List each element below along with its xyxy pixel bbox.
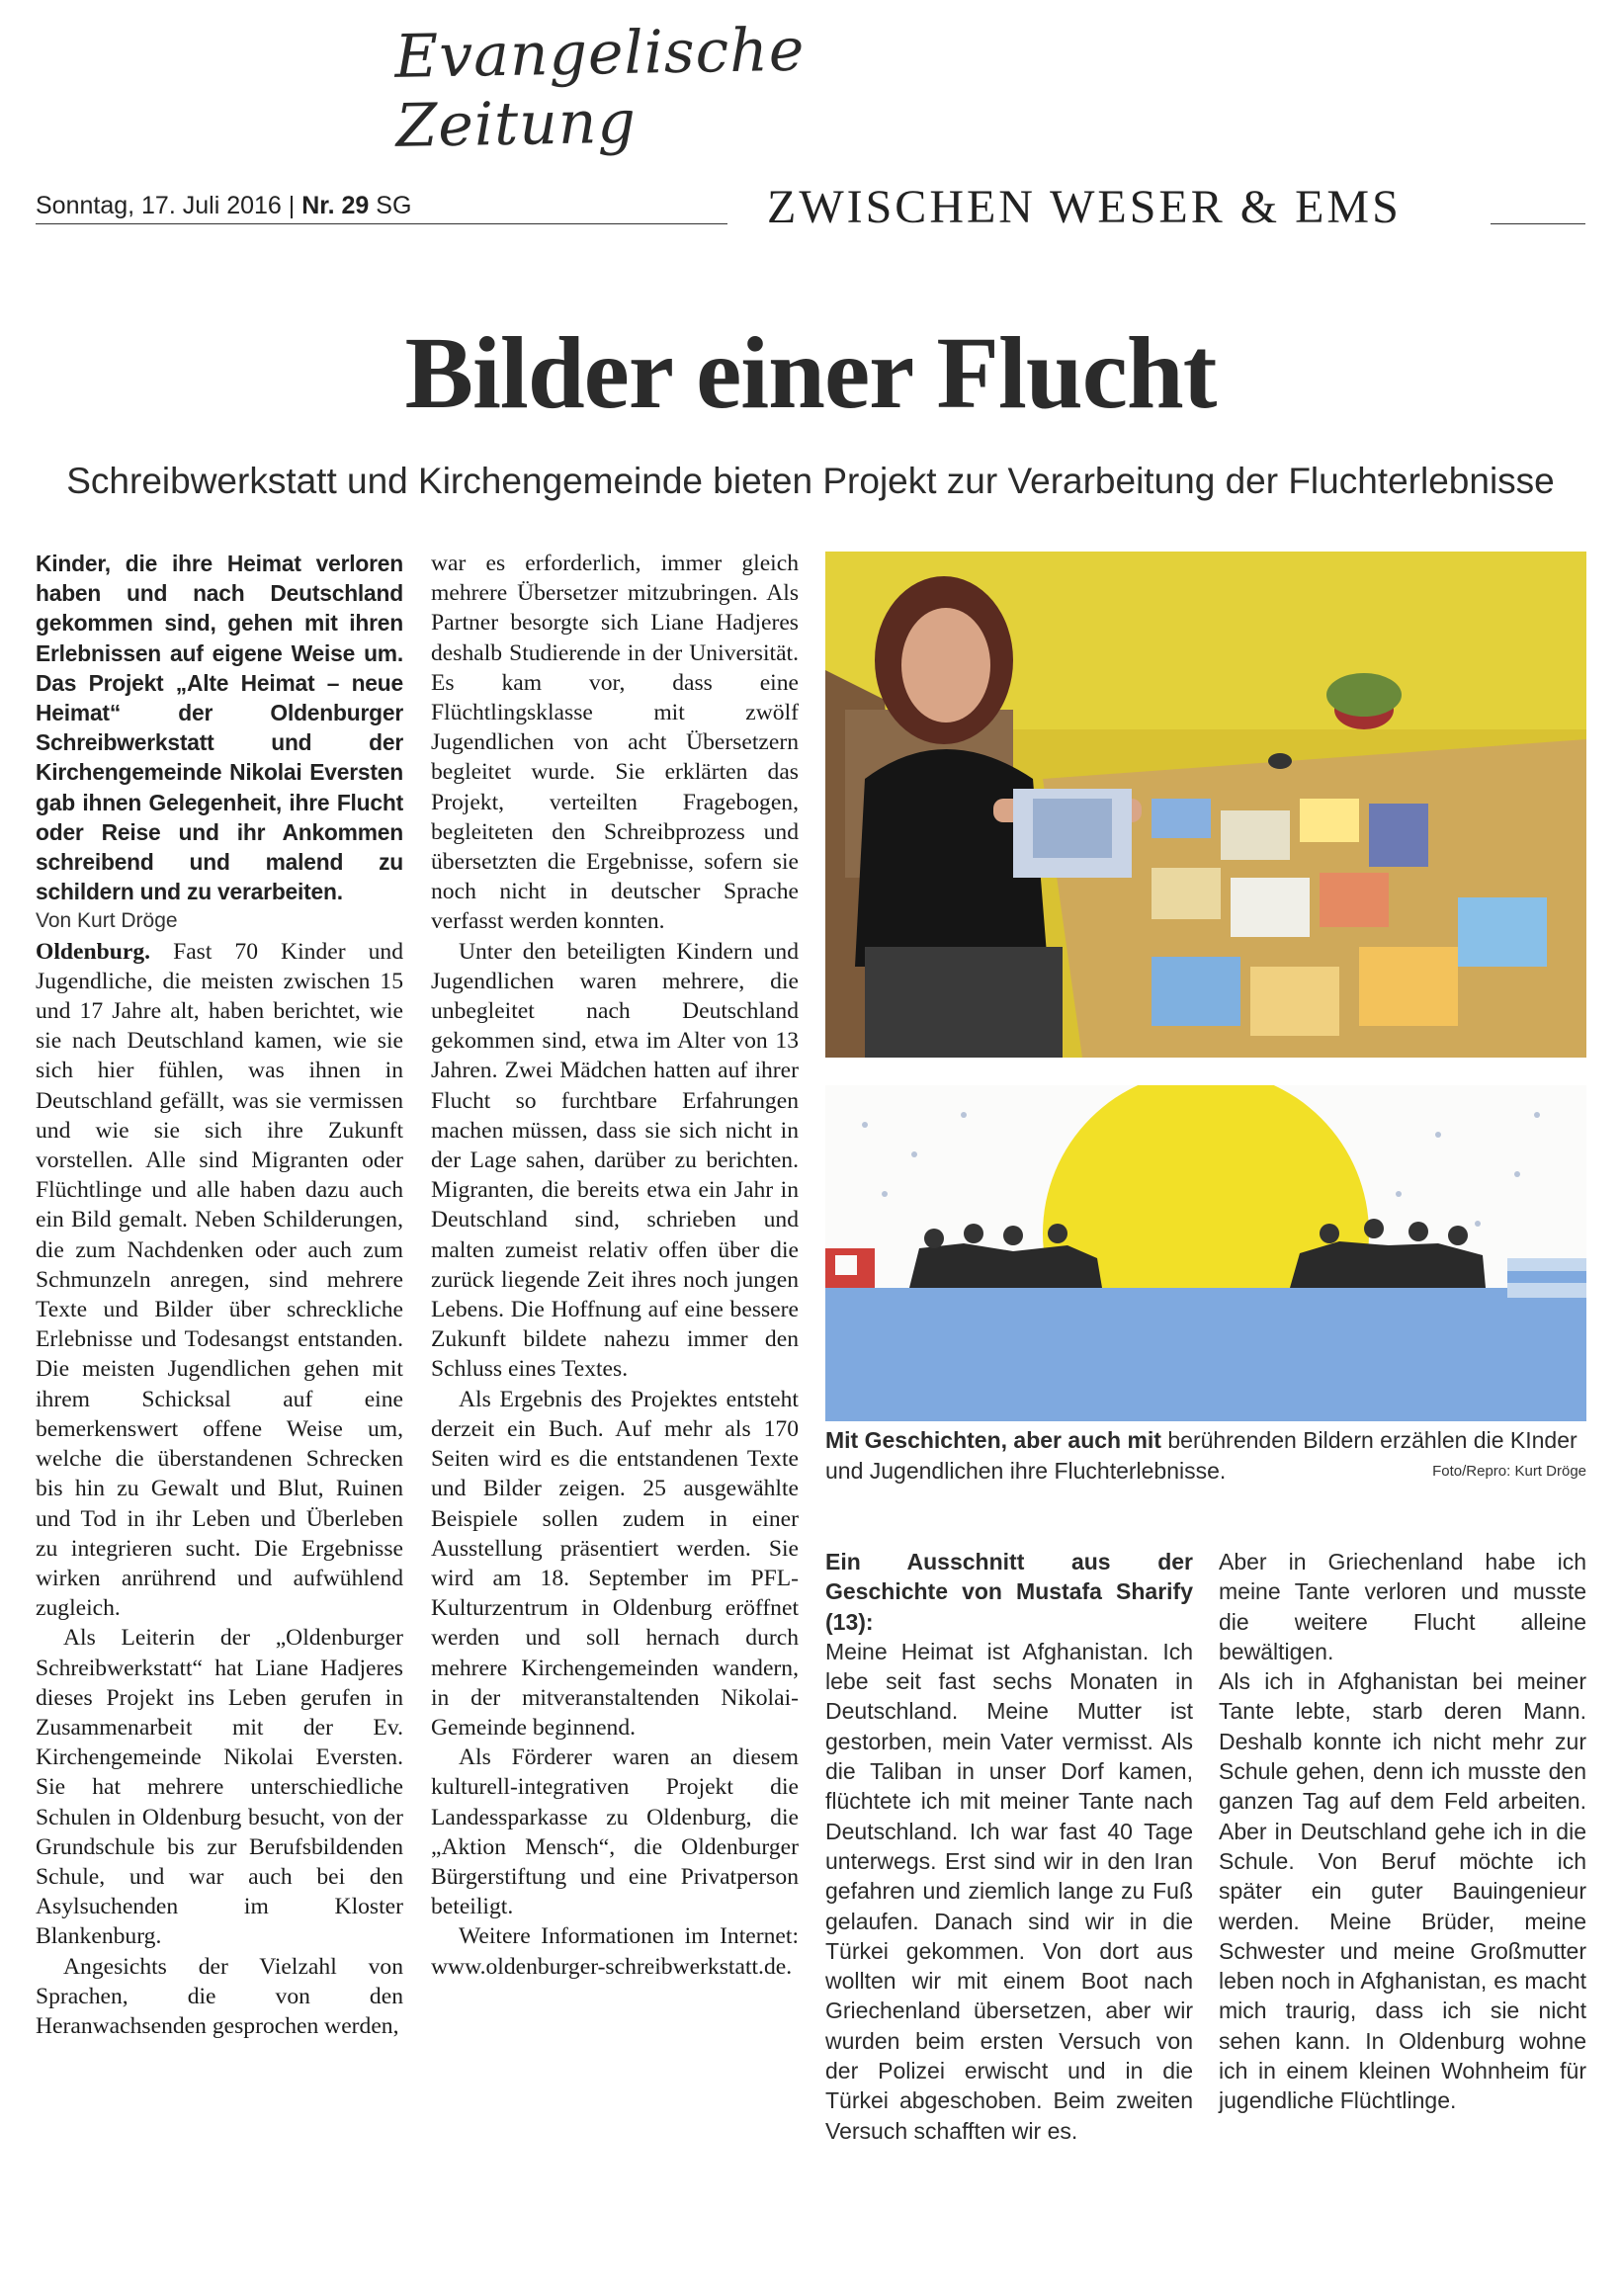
body-paragraph: Als Förderer waren an diesem kulturell-integrativen Projekt die Landessparkasse zu Oldenburg, die „Aktion Mensch“, die Oldenburger Bürgerstiftung und eine Privatperson beteiligt. (431, 1744, 799, 1920)
dateline: Oldenburg. (36, 938, 151, 965)
body-paragraph: Angesichts der Vielzahl von Sprachen, die von den Heranwachsenden gesprochen werden, (36, 1953, 403, 2039)
issue-info (36, 192, 411, 220)
issue-edition: SG (376, 192, 412, 219)
article-column-2 (431, 549, 799, 1982)
article-headline: Bilder einer Flucht (404, 316, 1217, 430)
page-header (36, 181, 1585, 233)
handwritten-note: Evangelische Zeitung (393, 15, 806, 161)
article-subheadline: Schreibwerkstatt und Kirchengemeinde bieten Projekt zur Verarbeitung der Fluchterlebnisse (66, 461, 1555, 501)
excerpt-paragraph: Aber in Griechenland habe ich meine Tante verloren und musste die weitere Flucht alleine bewältigen. (1219, 1549, 1586, 1664)
header-rule-left (36, 223, 727, 224)
excerpt-title: Ein Ausschnitt aus der Geschichte von Mustafa Sharify (13): (825, 1549, 1193, 1635)
body-paragraph: war es erforderlich, immer gleich mehrere Übersetzer mitzubringen. Als Partner besorgte sich Liane Hadjeres deshalb Studierende in der Universität. Es kam vor, dass eine Flüchtlingsklasse mit zwölf Jugendlichen von acht Übersetzern begleitet wurde. Sie erklärten das Projekt, verteilten Fragebogen, begleiteten den Schreibprozess und übersetzten die Ergebnisse, sofern sie noch nicht in deutscher Sprache verfasst werden konnten. (431, 551, 799, 935)
body-paragraph: Unter den beteiligten Kindern und Jugendlichen waren mehrere, die unbegleitet nach Deutschland gekommen sind, etwa im Alter von 13 Jahren. Zwei Mädchen hatten auf ihrer Flucht so furchtbare Erfahrungen machen müssen, dass sie sich nicht in der Lage sahen, darüber zu berichten. Migranten, die bereits etwa ein Jahr in Deutschland sind, schrieben und malten zumeist relativ offen über die zurück liegende Zeit ihres noch jungen Lebens. Die Hoffnung auf eine bessere Zukunft bildete nahezu immer den Schluss eines Textes. (431, 938, 799, 1383)
body-paragraph: Als Ergebnis des Projektes entsteht derzeit ein Buch. Auf mehr als 170 Seiten wird es die entstandenen Texte und Bilder zeigen. 25 ausgewählte Beispiele sollen zudem in einer Ausstellung präsentiert werden. Sie wird am 18. September im PFL-Kulturzentrum in Oldenburg eröffnet werden und soll hernach durch mehrere Kirchengemeinden wandern, in der mitveranstaltenden Nikolai-Gemeinde beginnend. (431, 1386, 799, 1741)
article-author: Von Kurt Dröge (36, 909, 178, 933)
artwork-reproduction (825, 1085, 1586, 1421)
issue-date: Sonntag, 17. Juli 2016 | (36, 192, 296, 219)
body-paragraph: Oldenburg. Fast 70 Kinder und Jugendliche, die meisten zwischen 15 und 17 Jahre alt, haben berichtet, wie sie nach Deutschland kamen, wie sie sich hier fühlen, was ihnen in Deutschland gefällt, was sie vermissen und wie sie sich ihre Zukunft vorstellen. Alle sind Migranten oder Flüchtlinge und alle haben dazu auch ein Bild gemalt. Neben Schilderungen, die zum Nachdenken oder auch zum Schmunzeln anregen, sind mehrere Texte und Bilder über schreckliche Erlebnisse und Todesangst entstanden. Die meisten Jugendlichen gehen mit ihrem Schicksal auf eine bemerkenswert offene Weise um, welche die überstandenen Schrecken bis hin zu Gewalt und Blut, Ruinen und Tod in ihr Leben und Überleben zu integrieren sucht. Die Ergebnisse wirken anrührend und aufwühlend zugleich. (36, 938, 403, 1622)
excerpt-paragraph: Meine Heimat ist Afghanistan. Ich lebe seit fast sechs Monaten in Deutschland. Meine Mutter ist gestorben, mein Vater vermisst. Als die Taliban in unser Dorf kamen, flüchtete ich mit meiner Tante nach Deutschland. Ich war fast 40 Tage unterwegs. Erst sind wir in den Iran gefahren und ziemlich lange zu Fuß gelaufen. Danach sind wir in die Türkei gekommen. Von dort aus wollten wir mit einem Boot nach Griechenland übersetzen, aber wir wurden beim ersten Versuch von der Polizei erwischt und in die Türkei abgeschoben. Beim zweiten Versuch schafften wir es. (825, 1638, 1193, 2144)
caption-lead: Mit Geschichten, aber auch mit (825, 1427, 1161, 1453)
excerpt-paragraph: Als ich in Afghanistan bei meiner Tante lebte, starb deren Mann. Deshalb konnte ich nicht mehr zur Schule gehen, denn ich musste den ganzen Tag auf dem Feld arbeiten. Aber in Deutschland gehe ich in die Schule. Von Beruf möchte ich später ein guter Bauingenieur werden. Meine Brüder, meine Schwester und meine Großmutter leben noch in Afghanistan, es macht mich traurig, dass ich sie nicht sehen kann. In Oldenburg wohne ich in einem kleinen Wohnheim für jugendliche Flüchtlinge. (1219, 1668, 1586, 2114)
excerpt-column-2 (1219, 1547, 1586, 2116)
header-rule-right (1491, 223, 1585, 224)
caption-text: berührenden Bildern erzählen die KInder und Jugendlichen ihre Fluchterlebnisse. (825, 1427, 1578, 1484)
article-teaser: Kinder, die ihre Heimat verloren haben und nach Deutschland gekommen sind, gehen mit ihren Erlebnissen auf eigene Weise um. Das Projekt „Alte Heimat – neue Heimat“ der Oldenburger Schreibwerkstatt und der Kirchengemeinde Nikolai Eversten gab ihnen Gelegenheit, ihre Flucht oder Reise und ihr Ankommen schreibend und malend zu schildern und zu verarbeiten. (36, 551, 403, 905)
body-paragraph: Weitere Informationen im Internet: www.oldenburger-schreibwerkstatt.de. (431, 1923, 799, 1980)
body-paragraph: Als Leiterin der „Oldenburger Schreibwerkstatt“ hat Liane Hadjeres dieses Projekt ins Leben gerufen in Zusammenarbeit mit der Ev. Kirchengemeinde Nikolai Eversten. Sie hat mehrere unterschiedliche Schulen in Oldenburg besucht, von der Grundschule bis zur Berufsbildenden Schule, und war auch bei den Asylsuchenden im Kloster Blankenburg. (36, 1625, 403, 1950)
photo-credit: Foto/Repro: Kurt Dröge (1432, 1463, 1586, 1480)
article-photo (825, 552, 1586, 1058)
section-title: ZWISCHEN WESER & EMS (767, 181, 1402, 233)
article-column-1 (36, 549, 403, 2041)
excerpt-column-1 (825, 1547, 1193, 2146)
issue-number: Nr. 29 (301, 192, 370, 219)
